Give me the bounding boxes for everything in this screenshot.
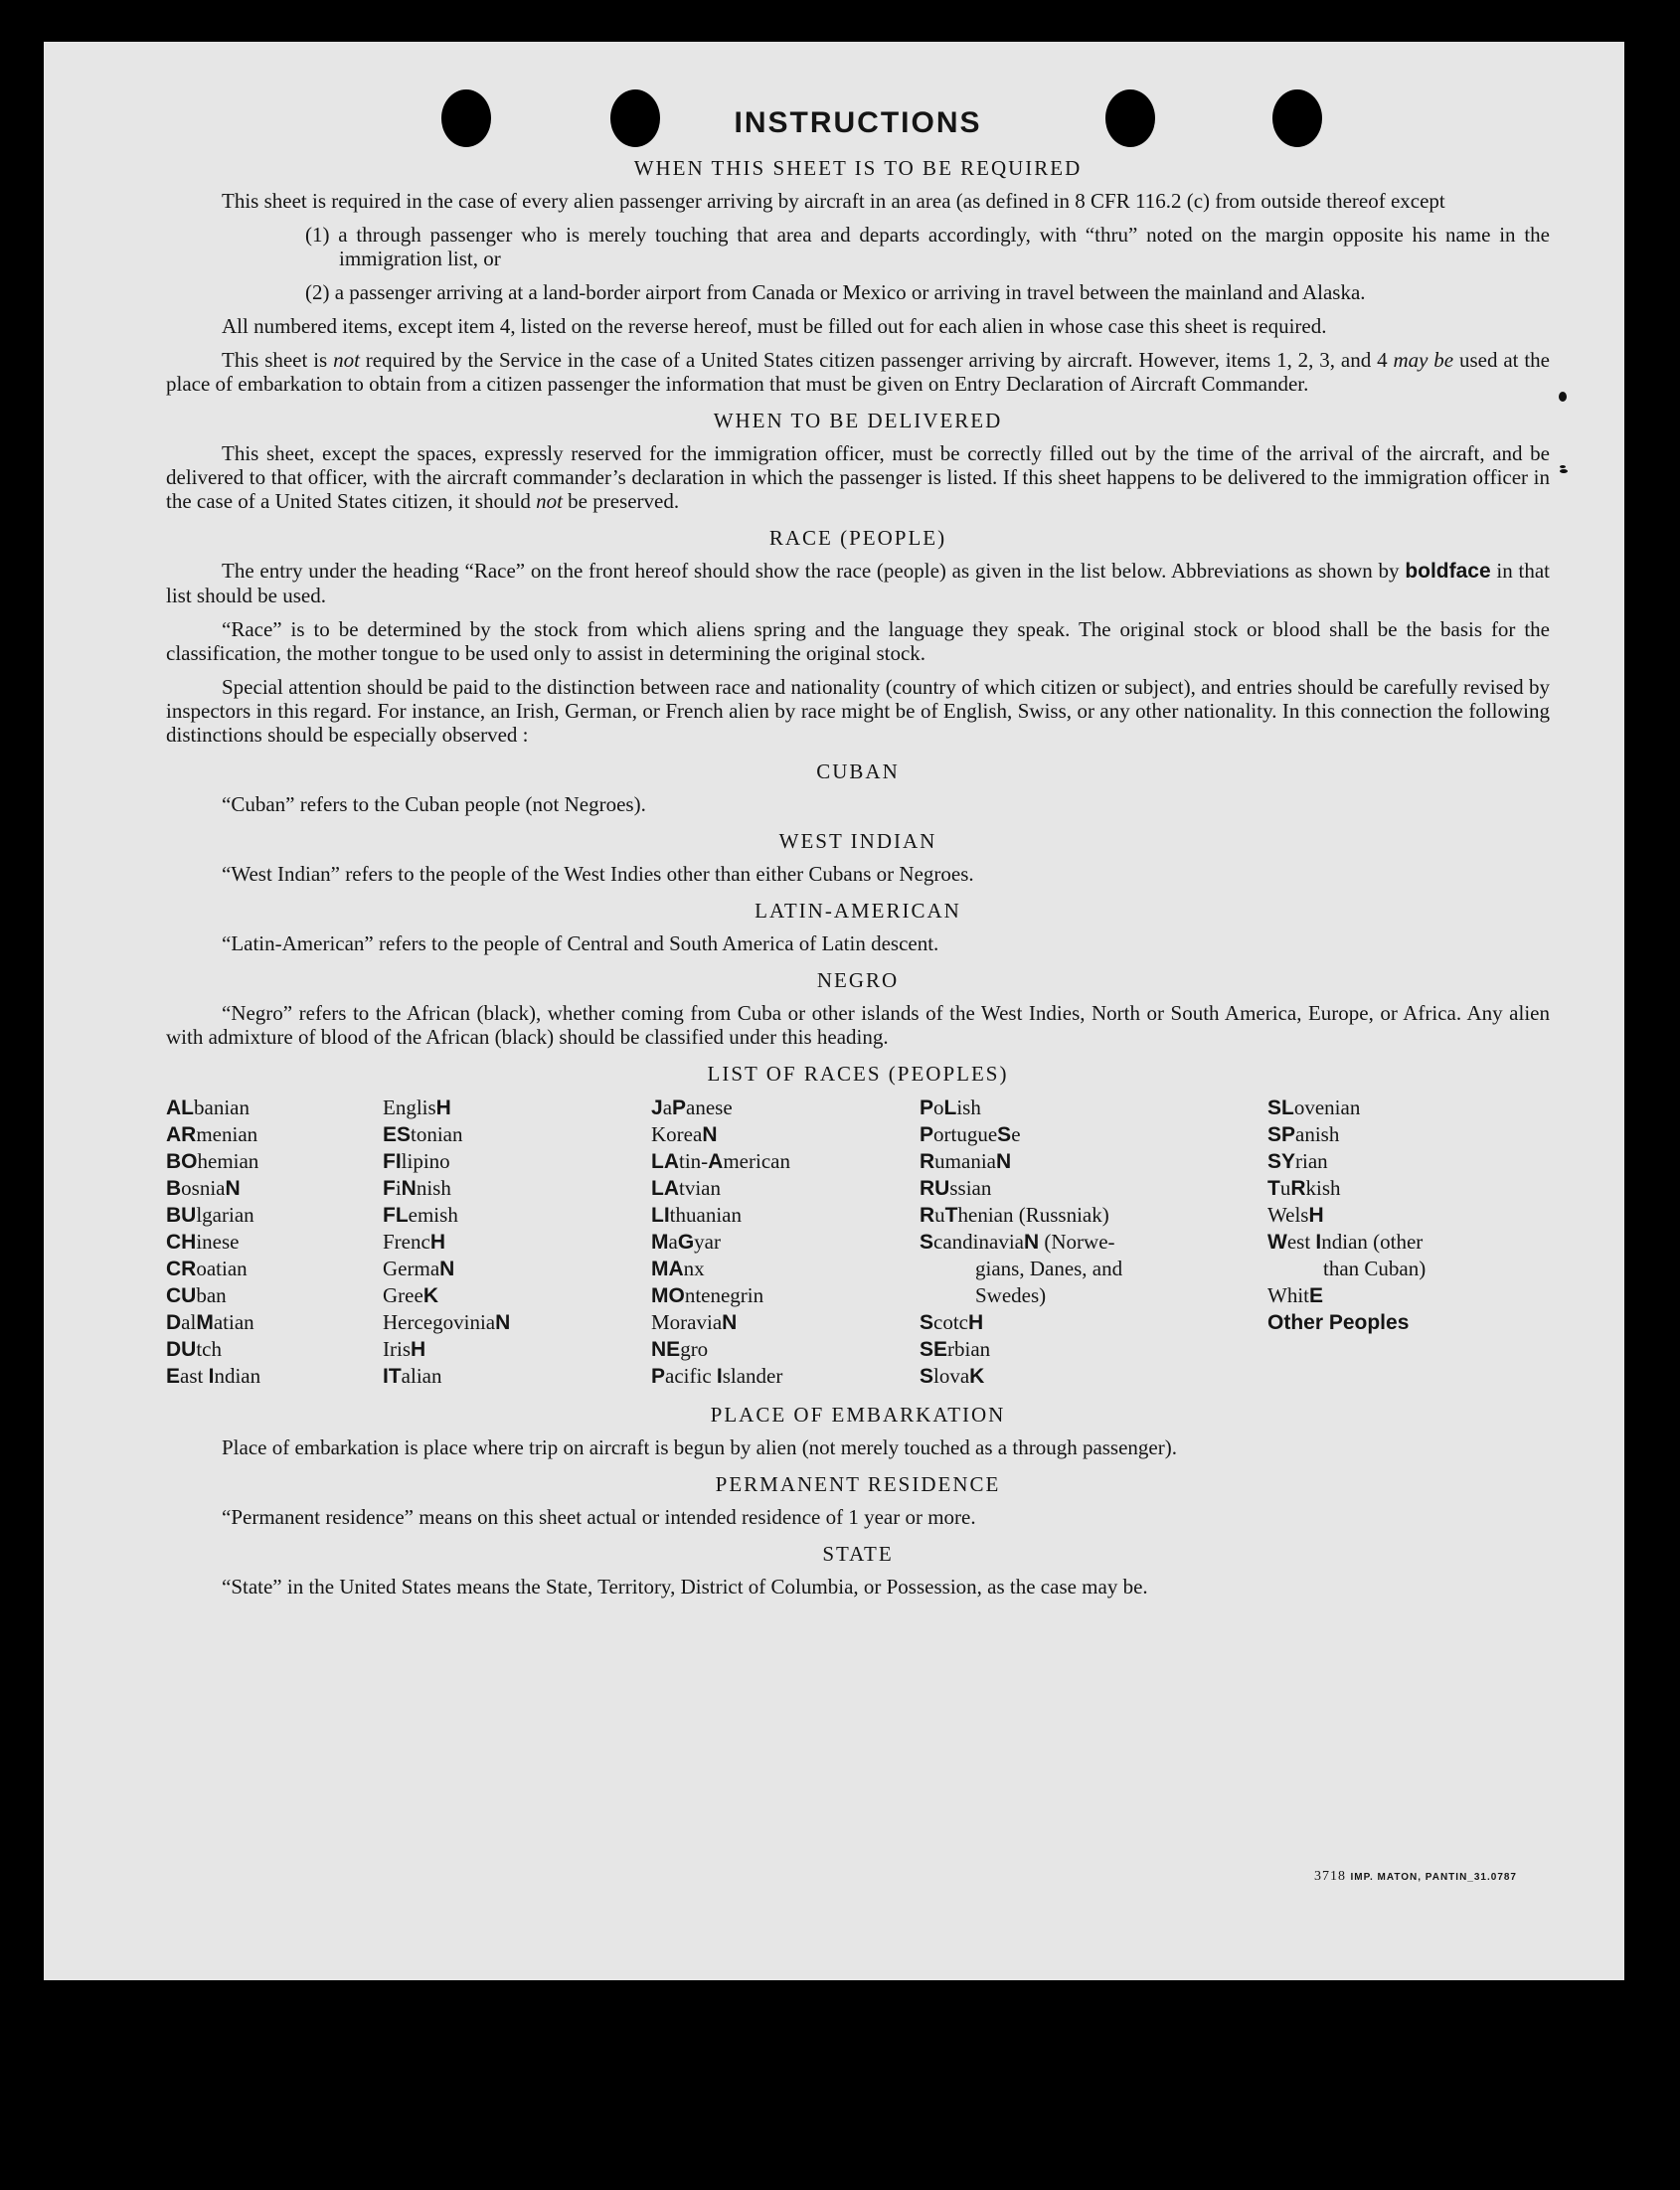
race-list-item: FIlipino [383,1149,450,1173]
races-column [920,1095,1267,1390]
race-list-item: FLemish [383,1203,458,1227]
race-list-item: LAtvian [651,1176,721,1200]
race-list-item: FrencH [383,1230,445,1254]
race-list-item: PoLish [920,1095,981,1119]
race-list-item: Swedes) [975,1283,1047,1307]
race-list-item: ARmenian [166,1122,258,1146]
race-list-item: ITalian [383,1364,442,1388]
heading-race: RACE (PEOPLE) [768,526,947,550]
race-list-item: EnglisH [383,1095,451,1119]
heading-negro: NEGRO [816,968,900,992]
race-list-item: BUlgarian [166,1203,254,1227]
form-number: 3718 [1313,1869,1346,1884]
races-column [1267,1095,1550,1390]
paragraph: All numbered items, except item 4, listed on the reverse hereof, must be filled out for each alien in whose case this sheet is required. [222,314,1327,338]
race-list-item: LAtin-American [651,1149,790,1173]
paragraph: “State” in the United States means the State, Territory, District of Columbia, or Possession, as the case may be. [222,1575,1148,1599]
race-list-item: KoreaN [651,1122,718,1146]
race-list-item: BOhemian [166,1149,259,1173]
paragraph: “Cuban” refers to the Cuban people (not Negroes). [222,792,646,816]
races-list [166,1095,1550,1390]
race-list-item: EStonian [383,1122,463,1146]
race-list-item: LIthuanian [651,1203,742,1227]
race-list-item: CUban [166,1283,227,1307]
race-list-item: HercegoviniaN [383,1310,511,1334]
margin-mark [1560,465,1566,468]
race-list-item: SPanish [1267,1122,1340,1146]
race-list-item: RuThenian (Russniak) [920,1203,1109,1227]
heading-cuban: CUBAN [816,759,900,783]
paragraph: This sheet, except the spaces, expressly reserved for the immigration officer, must be correctly filled out by the time of the arrival of the aircraft, and be delivered to that officer, with the aircraft commander’s declaration in which the passenger is listed. If this sheet happens to be delivered to the immigration officer in the case of a United States citizen, it should not be preserved. [166,441,1550,513]
race-list-item: MOntenegrin [651,1283,764,1307]
race-list-item: SLovenian [1267,1095,1361,1119]
margin-mark [1560,469,1568,473]
page-title: INSTRUCTIONS [734,106,982,139]
paragraph: “Latin-American” refers to the people of Central and South America of Latin descent. [222,931,939,955]
races-column [166,1095,383,1390]
document-sheet [44,42,1624,1980]
race-list-item: CRoatian [166,1257,248,1280]
race-list-item: SlovaK [920,1364,985,1388]
race-list-item: WelsH [1267,1203,1324,1227]
paragraph: Place of embarkation is place where trip on aircraft is begun by alien (not merely touched as a through passenger). [222,1435,1177,1459]
instructions-content [166,103,1550,1608]
race-list-item: Other Peoples [1267,1311,1410,1334]
paragraph: “West Indian” refers to the people of the West Indies other than either Cubans or Negroes. [222,862,974,886]
race-list-item: NEgro [651,1337,709,1361]
race-list-item: IrisH [383,1337,426,1361]
heading-permanent-residence: PERMANENT RESIDENCE [715,1472,1001,1496]
paragraph: The entry under the heading “Race” on the front hereof should show the race (people) as given in the list below. Abbreviations as shown by boldface in that list should be used. [166,559,1550,607]
race-list-item: FiNnish [383,1176,451,1200]
heading-latin-american: LATIN-AMERICAN [755,899,961,923]
heading-list-of-races: LIST OF RACES (PEOPLES) [707,1062,1009,1086]
race-list-item: West Indian (other [1267,1230,1424,1254]
race-list-item: PortugueSe [920,1122,1021,1146]
paragraph: This sheet is required in the case of every alien passenger arriving by aircraft in an area (as defined in 8 CFR 116.2 (c) from outside thereof except [222,189,1445,213]
race-list-item: MAnx [651,1257,705,1280]
paragraph: Special attention should be paid to the distinction between race and nationality (country of which citizen or subject), and entries should be carefully revised by inspectors in this regard. For instance, an Irish, German, or French alien by race might be of English, Swiss, or any other nationality. In this connection the following distinctions should be especially observed : [166,675,1550,747]
race-list-item: MaGyar [651,1230,721,1254]
heading-west-indian: WEST INDIAN [778,829,937,853]
paragraph: “Permanent residence” means on this sheet actual or intended residence of 1 year or more. [222,1505,976,1529]
numbered-item: (1) a through passenger who is merely touching that area and departs accordingly, with “thru” noted on the margin opposite his name in the immigration list, or [305,223,1550,270]
race-list-item: SYrian [1267,1149,1328,1173]
paragraph: “Negro” refers to the African (black), whether coming from Cuba or other islands of the West Indies, North or South America, Europe, or Africa. Any alien with admixture of blood of the African (black) should be classified under this heading. [166,1001,1550,1049]
race-list-item: RUssian [920,1176,992,1200]
race-list-item: GermaN [383,1257,455,1280]
races-column [651,1095,920,1390]
race-list-item: WhitE [1267,1283,1324,1307]
race-list-item: gians, Danes, and [975,1257,1123,1280]
numbered-item: (2) a passenger arriving at a land-border airport from Canada or Mexico or arriving in travel between the mainland and Alaska. [305,280,1366,304]
race-list-item: Pacific Islander [651,1364,783,1388]
heading-when-required: WHEN THIS SHEET IS TO BE REQUIRED [633,156,1083,180]
race-list-item: JaPanese [651,1095,733,1119]
race-list-item: DUtch [166,1337,222,1361]
heading-embarkation: PLACE OF EMBARKATION [710,1403,1006,1427]
race-list-item: DalMatian [166,1310,254,1334]
race-list-item: CHinese [166,1230,240,1254]
race-list-item: GreeK [383,1283,438,1307]
heading-when-delivered: WHEN TO BE DELIVERED [713,409,1003,432]
race-list-item: ScandinaviaN (Norwe- [920,1230,1115,1254]
form-footer [1314,1869,1517,1885]
paragraph: This sheet is not required by the Service in the case of a United States citizen passenger arriving by aircraft. However, items 1, 2, 3, and 4 may be used at the place of embarkation to obtain from a citizen passenger the information that must be given on Entry Declaration of Aircraft Commander. [166,348,1550,396]
races-column [383,1095,651,1390]
printer-mark: IMP. MATON, PANTIN_31.0787 [1350,1872,1517,1883]
heading-state: STATE [822,1542,894,1566]
race-list-item: BosniaN [166,1176,241,1200]
race-list-item: ScotcH [920,1310,984,1334]
race-list-item: SErbian [920,1337,991,1361]
margin-mark [1559,392,1567,402]
race-list-item: RumaniaN [920,1149,1012,1173]
race-list-item: TuRkish [1267,1176,1341,1200]
race-list-item: than Cuban) [1323,1257,1427,1280]
race-list-item: ALbanian [166,1095,250,1119]
race-list-item: East Indian [166,1364,261,1388]
race-list-item: MoraviaN [651,1310,738,1334]
paragraph: “Race” is to be determined by the stock from which aliens spring and the language they speak. The original stock or blood shall be the basis for the classification, the mother tongue to be used only to assist in determining the original stock. [166,617,1550,665]
